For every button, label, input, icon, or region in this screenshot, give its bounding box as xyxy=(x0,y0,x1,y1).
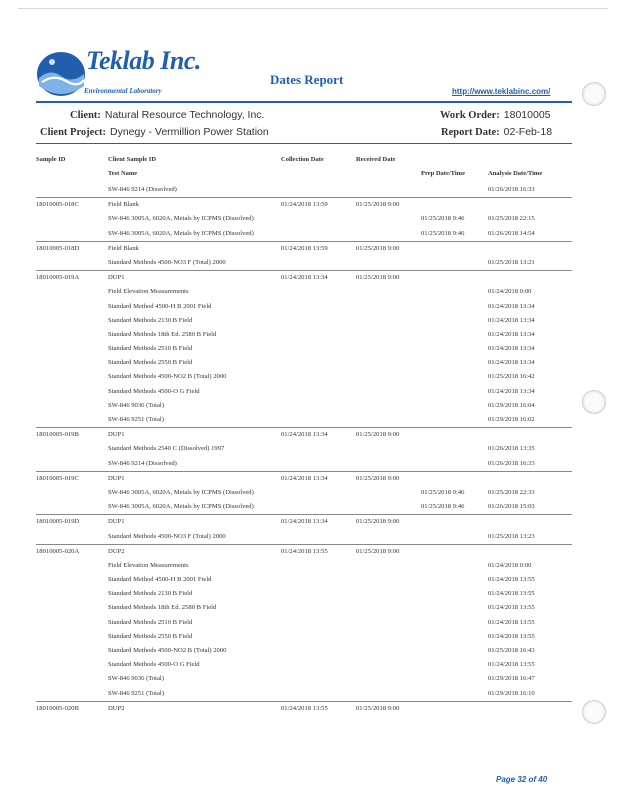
test-row xyxy=(36,442,572,456)
work-order-value: 18010005 xyxy=(503,109,551,121)
received-date-cell: 01/25/2018 9:00 xyxy=(356,431,400,439)
collection-date-cell: 01/24/2018 13:34 xyxy=(281,518,328,526)
test-name-cell: SW-846 9214 (Dissolved) xyxy=(108,186,177,193)
website-link[interactable]: http://www.teklabinc.com/ xyxy=(452,87,551,96)
analysis-date-cell: 01/24/2018 13:34 xyxy=(488,316,535,324)
analysis-date-cell: 01/26/2018 16:33 xyxy=(488,459,535,467)
col-client-sample-id: Client Sample ID xyxy=(108,156,157,163)
test-name-cell: Standard Methods 2550 B Field xyxy=(108,359,193,367)
test-name-cell: Standard Methods 18th Ed. 2580 B Field xyxy=(108,604,217,612)
col-sample-id: Sample ID xyxy=(36,156,66,163)
test-name-cell: Standard Methods 2510 B Field xyxy=(108,618,193,626)
collection-date-cell: 01/24/2018 13:55 xyxy=(281,547,328,555)
logo-subtitle: Environmental Laboratory xyxy=(84,87,162,95)
test-name-cell: Standard Method 4500-H B 2001 Field xyxy=(108,302,212,310)
collection-date-cell: 01/24/2018 13:55 xyxy=(281,704,328,712)
test-row xyxy=(36,457,572,471)
prep-date-cell: 01/25/2018 9:46 xyxy=(421,503,465,511)
analysis-date-cell: 01/24/2018 13:55 xyxy=(488,632,535,640)
sample-row xyxy=(36,701,572,716)
analysis-date-cell: 01/25/2018 16:43 xyxy=(488,647,535,654)
analysis-date-cell: 01/26/2018 14:54 xyxy=(488,229,535,237)
test-name-cell: Standard Methods 2540 C (Dissolved) 1997 xyxy=(108,445,225,453)
sample-id-cell: 18010005-020A xyxy=(36,547,80,555)
report-date-line xyxy=(441,126,552,138)
client-sample-id-cell: Field Blank xyxy=(108,244,139,252)
work-order-line xyxy=(440,109,551,121)
client-sample-id-cell: DUP1 xyxy=(108,518,125,526)
test-row xyxy=(36,573,572,587)
report-date-value: 02-Feb-18 xyxy=(503,126,553,138)
test-row xyxy=(36,227,572,241)
test-name-cell: SW-846 9036 (Total) xyxy=(108,401,164,409)
client-sample-id-cell: Field Blank xyxy=(108,201,139,209)
sample-row xyxy=(36,427,572,442)
client-sample-id-cell: DUP1 xyxy=(108,274,125,282)
test-name-cell: Field Elevation Measurements xyxy=(108,561,189,569)
test-row xyxy=(36,500,572,514)
collection-date-cell: 01/24/2018 13:34 xyxy=(281,274,328,282)
test-name-cell: Standard Methods 2130 B Field xyxy=(108,590,193,598)
received-date-cell: 01/25/2018 9:00 xyxy=(356,547,400,555)
test-row xyxy=(36,616,572,630)
sample-id-cell: 18010005-018C xyxy=(36,201,79,209)
test-name-cell: Standard Methods 18th Ed. 2580 B Field xyxy=(108,330,217,338)
col-prep-date: Prep Date/Time xyxy=(421,170,465,177)
report-date-label: Report Date: xyxy=(441,127,500,138)
sample-id-cell: 18010005-018D xyxy=(36,244,80,252)
test-row xyxy=(36,314,572,328)
client-sample-id-cell: DUP1 xyxy=(108,474,125,482)
received-date-cell: 01/25/2018 9:00 xyxy=(356,518,400,526)
prep-date-cell: 01/25/2018 9:46 xyxy=(421,488,465,496)
test-row xyxy=(36,687,572,701)
client-sample-id-cell: DUP2 xyxy=(108,704,125,712)
received-date-cell: 01/25/2018 9:00 xyxy=(356,474,400,482)
test-name-cell: Field Elevation Measurements xyxy=(108,288,189,296)
sample-row xyxy=(36,197,572,212)
client-value: Natural Resource Technology, Inc. xyxy=(104,109,265,121)
test-row xyxy=(36,587,572,601)
client-label: Client: xyxy=(70,110,101,121)
test-row xyxy=(36,559,572,573)
info-rule xyxy=(36,143,572,144)
test-row xyxy=(36,370,572,384)
header-rule xyxy=(36,101,572,103)
col-collection-date: Collection Date xyxy=(281,156,324,163)
test-name-cell: Standard Method 4500-H B 2001 Field xyxy=(108,576,212,584)
test-name-cell: SW-846 3005A, 6020A, Metals by ICPMS (Dissolved) xyxy=(108,229,254,237)
test-row xyxy=(36,672,572,686)
test-name-cell: SW-846 3005A, 6020A, Metals by ICPMS (Dissolved) xyxy=(108,215,254,223)
analysis-date-cell: 01/29/2018 16:47 xyxy=(488,675,535,683)
test-row xyxy=(36,601,572,615)
sample-id-cell: 18010005-019D xyxy=(36,518,80,526)
analysis-date-cell: 01/24/2018 0:00 xyxy=(488,288,532,296)
received-date-cell: 01/25/2018 9:00 xyxy=(356,274,400,282)
test-name-cell: Standard Methods 4500-O G Field xyxy=(108,661,200,669)
sample-row xyxy=(36,270,572,285)
prep-date-cell: 01/25/2018 9:46 xyxy=(421,215,465,223)
analysis-date-cell: 01/26/2018 16:33 xyxy=(488,186,535,193)
collection-date-cell: 01/24/2018 13:34 xyxy=(281,474,328,482)
collection-date-cell: 01/24/2018 13:34 xyxy=(281,431,328,439)
analysis-date-cell: 01/26/2018 15:03 xyxy=(488,503,535,511)
logo-name: Teklab Inc. xyxy=(86,46,201,75)
analysis-date-cell: 01/24/2018 13:55 xyxy=(488,661,535,669)
test-row xyxy=(36,285,572,299)
results-table xyxy=(36,183,572,716)
test-row xyxy=(36,328,572,342)
analysis-date-cell: 01/29/2018 16:10 xyxy=(488,689,535,697)
col-test-name: Test Name xyxy=(108,170,138,177)
test-row xyxy=(36,658,572,672)
test-name-cell: Standard Methods 4500-NO3 F (Total) 2000 xyxy=(108,532,226,540)
col-received-date: Received Date xyxy=(356,156,396,163)
collection-date-cell: 01/24/2018 13:59 xyxy=(281,244,328,252)
test-row xyxy=(36,399,572,413)
client-line xyxy=(70,109,264,121)
binder-hole-middle xyxy=(582,390,606,414)
analysis-date-cell: 01/29/2018 16:04 xyxy=(488,401,535,409)
test-row xyxy=(36,212,572,226)
sample-row xyxy=(36,241,572,256)
sample-row xyxy=(36,471,572,486)
test-name-cell: SW-846 9251 (Total) xyxy=(108,689,164,697)
page-number: Page 32 of 40 xyxy=(496,775,548,784)
test-name-cell: SW-846 9036 (Total) xyxy=(108,675,164,683)
sample-id-cell: 18010005-020B xyxy=(36,704,79,712)
test-row xyxy=(36,356,572,370)
top-divider xyxy=(18,8,608,9)
test-name-cell: Standard Methods 4500-NO2 B (Total) 2000 xyxy=(108,373,227,381)
prep-date-cell: 01/25/2018 9:46 xyxy=(421,229,465,237)
sample-row xyxy=(36,544,572,559)
client-sample-id-cell: DUP2 xyxy=(108,547,125,555)
test-name-cell: SW-846 9251 (Total) xyxy=(108,416,164,423)
test-row xyxy=(36,413,572,427)
test-name-cell: SW-846 3005A, 6020A, Metals by ICPMS (Dissolved) xyxy=(108,503,254,511)
analysis-date-cell: 01/25/2018 22:15 xyxy=(488,215,535,223)
binder-hole-top xyxy=(582,82,606,106)
project-value: Dynegy - Vermillion Power Station xyxy=(109,126,269,138)
received-date-cell: 01/25/2018 9:00 xyxy=(356,244,400,252)
analysis-date-cell: 01/26/2018 13:35 xyxy=(488,445,535,453)
test-name-cell: Standard Methods 4500-NO2 B (Total) 2000 xyxy=(108,647,227,654)
test-row xyxy=(36,644,572,658)
analysis-date-cell: 01/24/2018 13:55 xyxy=(488,604,535,612)
test-row xyxy=(36,486,572,500)
client-sample-id-cell: DUP1 xyxy=(108,431,125,439)
test-row xyxy=(36,300,572,314)
test-row xyxy=(36,183,572,197)
analysis-date-cell: 01/24/2018 13:55 xyxy=(488,590,535,598)
analysis-date-cell: 01/25/2018 13:21 xyxy=(488,258,535,266)
analysis-date-cell: 01/24/2018 13:34 xyxy=(488,330,535,338)
analysis-date-cell: 01/25/2018 16:42 xyxy=(488,373,535,381)
test-row xyxy=(36,256,572,270)
test-name-cell: Standard Methods 4500-O G Field xyxy=(108,387,200,395)
test-name-cell: SW-846 3005A, 6020A, Metals by ICPMS (Dissolved) xyxy=(108,488,254,496)
sample-id-cell: 18010005-019B xyxy=(36,431,79,439)
test-row xyxy=(36,630,572,644)
report-title: Dates Report xyxy=(270,72,344,87)
collection-date-cell: 01/24/2018 13:59 xyxy=(281,201,328,209)
analysis-date-cell: 01/25/2018 13:23 xyxy=(488,532,535,540)
test-row xyxy=(36,342,572,356)
analysis-date-cell: 01/24/2018 0:00 xyxy=(488,561,532,569)
analysis-date-cell: 01/24/2018 13:34 xyxy=(488,387,535,395)
test-row xyxy=(36,385,572,399)
test-name-cell: Standard Methods 2130 B Field xyxy=(108,316,193,324)
analysis-date-cell: 01/29/2018 16:02 xyxy=(488,416,535,423)
sample-id-cell: 18010005-019A xyxy=(36,274,80,282)
analysis-date-cell: 01/24/2018 13:55 xyxy=(488,618,535,626)
test-row xyxy=(36,530,572,544)
sample-id-cell: 18010005-019C xyxy=(36,474,79,482)
analysis-date-cell: 01/24/2018 13:34 xyxy=(488,359,535,367)
binder-hole-bottom xyxy=(582,700,606,724)
received-date-cell: 01/25/2018 9:00 xyxy=(356,201,400,209)
analysis-date-cell: 01/25/2018 22:33 xyxy=(488,488,535,496)
analysis-date-cell: 01/24/2018 13:55 xyxy=(488,576,535,584)
sample-row xyxy=(36,514,572,529)
analysis-date-cell: 01/24/2018 13:34 xyxy=(488,302,535,310)
test-name-cell: SW-846 9214 (Dissolved) xyxy=(108,459,177,467)
project-line xyxy=(40,126,269,138)
test-name-cell: Standard Methods 2550 B Field xyxy=(108,632,193,640)
test-name-cell: Standard Methods 4500-NO3 F (Total) 2000 xyxy=(108,258,226,266)
work-order-label: Work Order: xyxy=(440,110,500,121)
received-date-cell: 01/25/2018 9:00 xyxy=(356,704,400,712)
analysis-date-cell: 01/24/2018 13:34 xyxy=(488,345,535,353)
test-name-cell: Standard Methods 2510 B Field xyxy=(108,345,193,353)
col-analysis-date: Analysis Date/Time xyxy=(488,170,543,177)
project-label: Client Project: xyxy=(40,127,106,138)
